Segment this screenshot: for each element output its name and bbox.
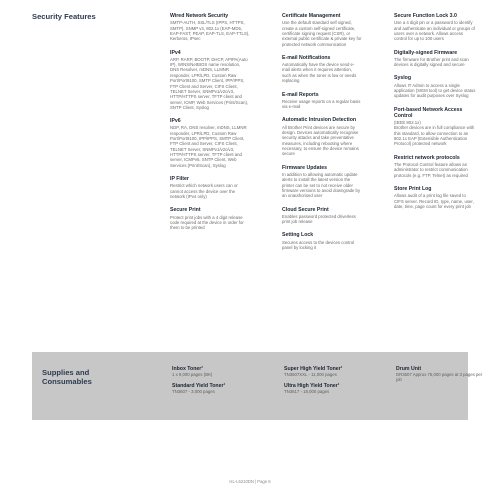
feature-heading: Setting Lock bbox=[282, 232, 314, 239]
feature-text: Restrict which network users can or cannot access the device over the network (IPv4 only) bbox=[170, 183, 238, 200]
feature-item bbox=[282, 232, 362, 250]
feature-heading: Syslog bbox=[394, 75, 412, 82]
supply-text: DR3607 Approx 75,000 pages at 3 pages per job bbox=[396, 372, 483, 383]
features-column-3 bbox=[394, 13, 476, 217]
supply-heading: Standard Yield Toner¹ bbox=[172, 383, 226, 390]
feature-heading: Certificate Management bbox=[282, 13, 341, 19]
feature-text: The firmware for Brother print and scan devices is digitally signed and secure bbox=[394, 56, 469, 68]
feature-heading: Secure Print bbox=[170, 207, 201, 214]
feature-text: Allows audit of a print log file saved to CIFS server. Record ID, type, name, user, date, time, page count for every print job bbox=[394, 193, 474, 209]
feature-heading: Port-based Network Access Control bbox=[394, 106, 463, 119]
feature-text: (IEEE 802.1x) Brother devices are in full compliance with this standard, to allow connection to an 802.1x EAP (Extensible Authentication Protocol) protected network bbox=[394, 120, 475, 147]
feature-heading: E-mail Reports bbox=[282, 91, 319, 98]
security-features-title: Security Features bbox=[32, 12, 96, 21]
feature-item bbox=[170, 13, 250, 42]
feature-item bbox=[282, 117, 362, 156]
supplies-section bbox=[32, 352, 483, 420]
feature-item bbox=[394, 75, 476, 98]
feature-heading: Cloud Secure Print bbox=[282, 206, 329, 213]
supplies-title: Supplies and Consumables bbox=[42, 368, 92, 386]
page-footer: HL-L5210DN | Page 6 bbox=[229, 479, 271, 484]
supplies-column-3 bbox=[396, 366, 488, 389]
feature-text: ARP, RARP, BOOTP, DHCP, APIPA(Auto IP), WINS/NetBIOS name resolution, DNS Resolver, mDNS, LLMNR responder, LPR/LPD, Custom Raw Port/Port9100, SMTP Client, IPP/IPPS, FTP Client and Server, CIFS Client, TELNET Server, SNMPv1/v2c/v3, HTTP/HTTPS server, TFTP client and server, ICMP, Web Services (Print/Scan), SNTP Client, Syslog bbox=[170, 56, 249, 110]
feature-item bbox=[282, 207, 362, 225]
feature-item bbox=[170, 176, 250, 199]
supply-heading: Ultra High Yield Toner¹ bbox=[284, 383, 340, 390]
feature-item bbox=[170, 50, 250, 111]
security-features-section bbox=[32, 10, 476, 343]
feature-heading: Wired Network Security bbox=[170, 13, 229, 19]
feature-text: The Protocol Control feature allows an administrator to restrict communication protocols (e.g. FTP, Telnet) as required bbox=[394, 162, 468, 178]
feature-heading: IP Filter bbox=[170, 176, 189, 183]
feature-text: Enables password protected driverless print job release bbox=[282, 213, 356, 225]
feature-item bbox=[394, 13, 476, 42]
feature-item bbox=[394, 107, 476, 147]
feature-item bbox=[282, 55, 362, 84]
feature-item bbox=[282, 13, 362, 47]
supply-item bbox=[396, 366, 488, 383]
feature-item bbox=[394, 155, 476, 178]
supplies-column-2 bbox=[284, 366, 376, 401]
feature-text: SMTP-AUTH, SSL/TLS (IPPS, HTTPS, SMTP), SNMP v3, 802.1x (EAP-MD5, EAP-FAST, PEAP, EAP-TLS, EAP-TTLS), Kerberos, IPsec bbox=[170, 20, 250, 42]
feature-text: NDP, RA, DNS resolver, mDNS, LLMNR responder, LPR/LPD, Custom Raw Port/Port9100, IPP/IPPS, SMTP Client, FTP Client and Server, CIFS Client, TELNET Server, SNMPv1/v2c/v3, HTTP/HTTPS server, TFTP client and server, ICMPv6, SNTP Client, Web Services (Print/Scan), Syslog bbox=[170, 125, 247, 168]
feature-item bbox=[394, 186, 476, 209]
feature-heading: Firmware Updates bbox=[282, 164, 327, 171]
feature-text: Use a 4 digit pin or a password to identify and authenticate an individual or groups of users over a network. Allows access control for up to 100 users bbox=[394, 20, 475, 42]
feature-text: All Brother Print devices are secure by design. Devices automatically recognise security attacks and take preventative measures, including rebooting where necessary, to ensure the device remains secure bbox=[282, 124, 359, 157]
feature-item bbox=[282, 165, 362, 199]
feature-item bbox=[170, 207, 250, 230]
supply-item bbox=[172, 383, 264, 394]
feature-text: Allows IT Admin to access a single application (SIEM tool) to get device status updates for audit purposes over Syslog bbox=[394, 82, 476, 99]
feature-text: Use the default standard self signed, create a custom self-signed certificate, certificate signing request (CSR), or external public certificate & private key for protected network communication bbox=[282, 20, 362, 47]
feature-item bbox=[170, 118, 250, 168]
feature-text: Secures access to the devices control panel by locking it bbox=[282, 239, 355, 251]
supply-heading: Drum Unit bbox=[396, 366, 422, 372]
feature-heading: IPv4 bbox=[170, 49, 181, 56]
feature-heading: Restrict network protocols bbox=[394, 154, 460, 161]
supply-text: TN3607XXL - 11,000 pages bbox=[284, 372, 337, 377]
feature-item bbox=[282, 92, 362, 110]
supply-item bbox=[172, 366, 264, 377]
feature-heading: Automatic Intrusion Detection bbox=[282, 117, 357, 124]
feature-heading: Store Print Log bbox=[394, 186, 432, 193]
supply-text: TN3607 - 3,000 pages bbox=[172, 389, 215, 395]
supply-text: TN3617 - 18,000 pages bbox=[284, 389, 330, 395]
feature-heading: Secure Function Lock 3.0 bbox=[394, 13, 457, 19]
feature-heading: E-mail Notifications bbox=[282, 54, 331, 61]
feature-heading: Digitally-signed Firmware bbox=[394, 49, 458, 56]
supply-heading: Inbox Toner¹ bbox=[172, 366, 204, 372]
supply-item bbox=[284, 383, 376, 394]
supply-heading: Super High Yield Toner¹ bbox=[284, 366, 343, 372]
features-column-2 bbox=[282, 13, 362, 258]
feature-item bbox=[394, 50, 476, 68]
supply-text: 1 x 9,000 pages (BK) bbox=[172, 372, 213, 377]
supply-item bbox=[284, 366, 376, 377]
feature-text: Protect print jobs with a 4 digit release code required at the device in order for them to be printed bbox=[170, 214, 244, 231]
features-column-1 bbox=[170, 13, 250, 239]
feature-heading: IPv6 bbox=[170, 118, 181, 125]
feature-text: Automatically have the device send e-mail alerts when it requires attention, such as when the toner is low or needs replacing bbox=[282, 62, 357, 84]
supplies-column-1 bbox=[172, 366, 264, 401]
feature-text: In addition to allowing automatic update alerts to install the latest version the printer can be set to not receive older firmware versions to avoid downgrade by an unauthorised user bbox=[282, 171, 361, 199]
feature-text: Receive usage reports on a regular basis via e-mail bbox=[282, 98, 361, 110]
